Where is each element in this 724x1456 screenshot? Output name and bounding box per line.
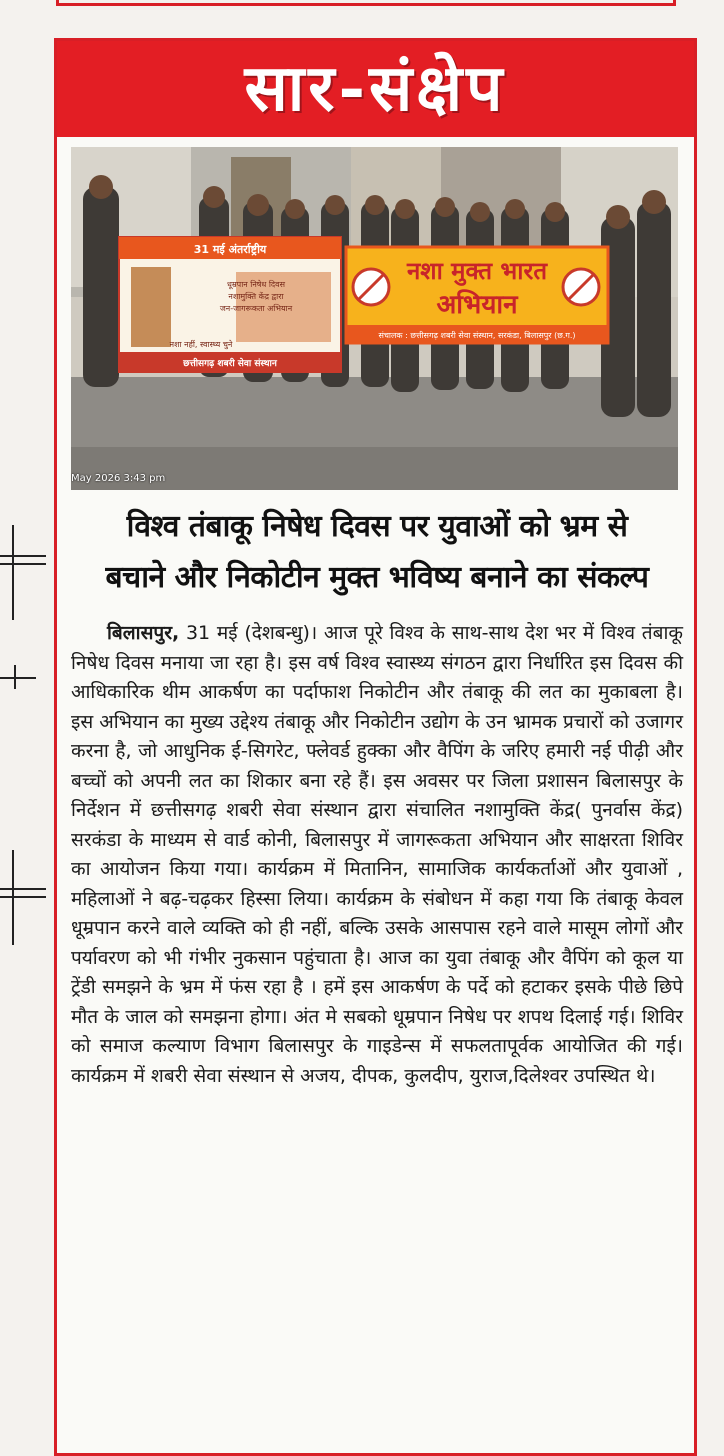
article-body [71,619,683,1091]
right-banner-title-2: अभियान [436,290,518,320]
margin-mark [14,665,16,689]
section-title: सार-संक्षेप [244,51,507,126]
left-banner-line-6: छत्तीसगढ़ शबरी सेवा संस्थान [183,359,277,369]
top-rule [56,0,676,6]
margin-mark [0,563,46,565]
margin-mark [0,888,46,890]
photo-illustration [71,147,678,490]
news-photo [71,147,678,490]
right-banner-title-1: नशा मुक्त भारत [406,257,548,285]
left-banner-line-5: नशा नहीं, स्वास्थ्य चुने [169,340,233,349]
left-banner-line-2: धूम्रपान निषेध दिवस [226,280,286,289]
headline-line-1: विश्व तंबाकू निषेध दिवस पर युवाओं को भ्रम से [126,509,628,544]
margin-mark [12,850,14,945]
headline-line-2: बचाने और निकोटीन मुक्त भविष्य बनाने का संकल्प [105,560,649,595]
article-text: 31 मई (देशबन्धु)। आज पूरे विश्व के साथ-साथ देश भर में विश्व तंबाकू निषेध दिवस मनाया जा रहा है। इस वर्ष विश्व स्वास्थ्य संगठन द्वारा निर्धारित इस दिवस की आधिकारिक थीम आकर्षण का पर्दाफाश निकोटीन और तंबाकू की लत का मुकाबला है। इस अभियान का मुख्य उद्देश्य तंबाकू और निकोटीन उद्योग के उन भ्रामक प्रचारों को उजागर करना है, जो आधुनिक ई-सिगरेट, फ्लेवर्ड हुक्का और वैपिंग के जरिए हमारी नई पीढ़ी और बच्चों को अपनी लत का शिकार बना रहे हैं। इस अवसर पर जिला प्रशासन बिलासपुर के निर्देशन में छत्तीसगढ़ शबरी सेवा संस्थान द्वारा संचालित नशामुक्ति केंद्र( पुनर्वास केंद्र) सरकंडा के माध्यम से वार्ड कोनी, बिलासपुर में जागरूकता अभियान और साक्षरता शिविर का आयोजन किया गया। कार्यक्रम में मितानिन, सामाजिक कार्यकर्ताओं और युवाओं , महिलाओं ने बढ़-चढ़कर हिस्सा लिया। कार्यक्रम के संबोधन में कहा गया कि तंबाकू केवल धूम्रपान करने वाले व्यक्ति को ही नहीं, बल्कि उसके आसपास रहने वाले मासूम लोगों और पर्यावरण को भी गंभीर नुकसान पहुंचाता है। आज का युवा तंबाकू और वैपिंग को कूल या ट्रेंडी समझने के भ्रम में फंस रहा है । हमें इस आकर्षण के पर्दे को हटाकर इसके पीछे छिपे मौत के जाल को समझना होगा। अंत मे सबको धूम्रपान निषेध पर शपथ दिलाई गई। शिविर को समाज कल्याण विभाग बिलासपुर के गाइडेन्स में सफलतापूर्वक आयोजित की गई। कार्यक्रम में शबरी सेवा संस्थान से अजय, दीपक, कुलदीप, युराज,दिलेश्वर उपस्थित थे। [71,622,683,1087]
photo-timestamp: May 2026 3:43 pm [71,473,166,484]
section-banner [57,41,694,137]
margin-mark [12,525,14,620]
headline [67,501,687,603]
margin-mark [0,555,46,557]
margin-mark [0,677,36,679]
dateline: बिलासपुर, [107,622,180,644]
left-banner-line-1: 31 मई अंतर्राष्ट्रीय [193,243,267,256]
right-banner-footer: संचालक : छत्तीसगढ़ शबरी सेवा संस्थान, सरकंडा, बिलासपुर (छ.ग.) [378,331,576,340]
margin-mark [0,896,46,898]
left-banner-line-4: जन-जागरूकता अभियान [219,304,293,313]
left-banner-line-3: नशामुक्ति केंद्र द्वारा [228,292,284,301]
article-frame [54,38,697,1456]
